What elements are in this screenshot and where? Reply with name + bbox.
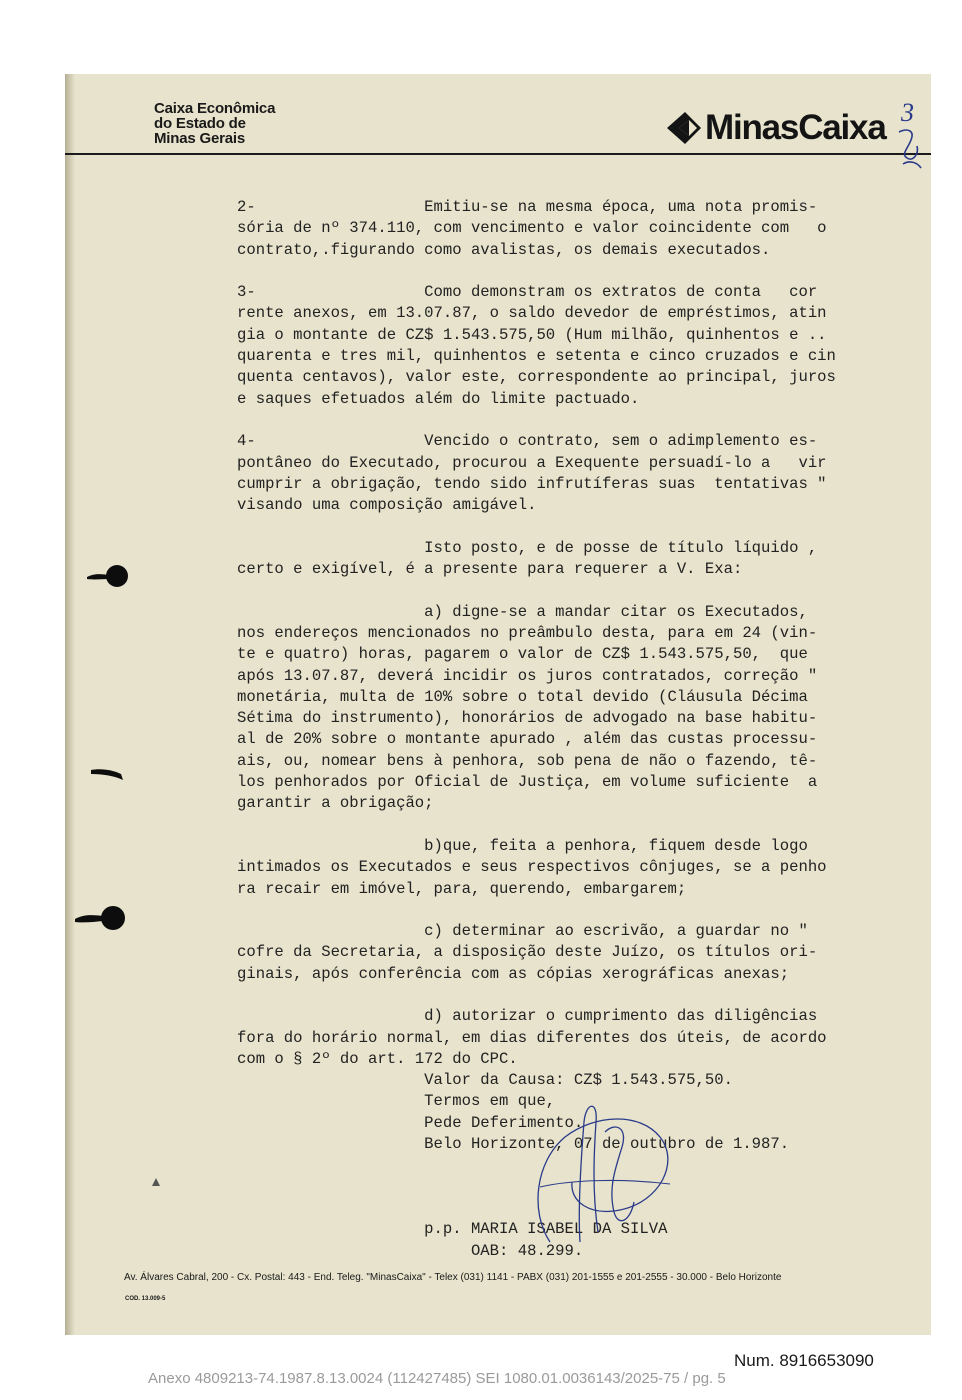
body-line: 2- Emitiu-se na mesma época, uma nota promis-	[237, 198, 818, 216]
punch-hole-mark-icon	[89, 764, 129, 784]
annex-stamp: Anexo 4809213-74.1987.8.13.0024 (112427485) SEI 1080.01.0036143/2025-75 / pg. 5	[148, 1370, 726, 1387]
blank-line	[237, 985, 917, 1006]
blank-line	[237, 900, 917, 921]
body-line: cumprir a obrigação, tendo sido infrutíferas suas tentativas "	[237, 474, 827, 493]
body-line: visando uma composição amigável.	[237, 496, 537, 515]
body-line: pontâneo do Executado, procurou a Exequente persuadí-lo a vir	[237, 453, 827, 472]
handwritten-page-number: 3	[901, 98, 914, 127]
blank-line	[237, 410, 917, 431]
body-line: p.p. MARIA ISABEL DA SILVA	[237, 1220, 668, 1239]
footer-code: COD. 13.009-5	[125, 1296, 166, 1302]
org-line-3: Minas Gerais	[154, 130, 245, 147]
body-line: intimados os Executados e seus respectivos cônjuges, se a penho	[237, 858, 827, 877]
body-line: quenta centavos), valor este, correspondente ao principal, juros	[237, 368, 836, 387]
signature-icon	[510, 1092, 680, 1252]
body-line: ginais, após conferência com as cópias xerográficas anexas;	[237, 964, 790, 983]
body-line: a) digne-se a mandar citar os Executados,	[237, 602, 808, 621]
body-line: cofre da Secretaria, a disposição deste Juízo, os títulos ori-	[237, 943, 818, 962]
body-line: Sétima do instrumento), honorários de advogado na base habitu-	[237, 709, 818, 728]
body-line: c) determinar ao escrivão, a guardar no "	[237, 922, 808, 941]
footer-address: Av. Álvares Cabral, 200 - Cx. Postal: 443 - End. Teleg. "MinasCaixa" - Telex (031) 1141 - PABX (031) 201-1555 e 201-2555 - 30.000 - Belo Horizonte	[124, 1272, 782, 1283]
body-line: contrato,.figurando como avalistas, os demais executados.	[237, 240, 771, 259]
body-line: nos endereços mencionados no preâmbulo desta, para em 24 (vin-	[237, 623, 818, 642]
blank-line	[237, 580, 917, 601]
body-line: quarenta e tres mil, quinhentos e setenta e cinco cruzados e cin	[237, 347, 836, 366]
body-line: Isto posto, e de posse de título líquido ,	[237, 538, 818, 557]
body-line: Pede Deferimento.	[237, 1113, 584, 1132]
blank-line	[237, 815, 917, 836]
body-line: garantir a obrigação;	[237, 794, 434, 813]
body-line: certo e exigível, é a presente para requerer a V. Exa:	[237, 560, 743, 579]
body-line: Termos em que,	[237, 1092, 556, 1111]
body-line: e saques efetuados além do limite pactuado.	[237, 389, 640, 408]
body-line: após 13.07.87, deverá incidir os juros contratados, correção "	[237, 666, 818, 685]
body-line: b)que, feita a penhora, fiquem desde logo	[237, 836, 808, 855]
body-line: sória de nº 374.110, com vencimento e valor coincidente com o	[237, 219, 827, 238]
body-line: fora do horário normal, em dias diferentes dos úteis, de acordo	[237, 1028, 827, 1047]
document-sheet	[65, 74, 931, 1335]
body-line: 3- Como demonstram os extratos de conta cor	[237, 283, 818, 302]
brand-name: MinasCaixa	[705, 108, 886, 147]
punch-hole-mark-icon	[73, 904, 129, 932]
body-line: OAB: 48.299.	[237, 1241, 584, 1260]
body-line: ra recair em imóvel, para, querendo, embargarem;	[237, 879, 687, 898]
body-line: 4- Vencido o contrato, sem o adimplemento es-	[237, 432, 818, 451]
triangle-speck-icon	[151, 1177, 161, 1187]
body-line: monetária, multa de 10% sobre o total devido (Cláusula Décima	[237, 687, 808, 706]
document-number: Num. 8916653090	[734, 1351, 874, 1370]
body-line: rente anexos, em 13.07.87, o saldo devedor de empréstimos, atin	[237, 304, 827, 323]
body-line: com o § 2º do art. 172 do CPC.	[237, 1049, 518, 1068]
org-line-1: Caixa Econômica	[154, 100, 276, 117]
org-line-2: do Estado de	[154, 115, 246, 132]
punch-hole-mark-icon	[85, 562, 131, 590]
body-line: d) autorizar o cumprimento das diligências	[237, 1007, 818, 1026]
body-line: ais, ou, nomear bens à penhora, sob pena de não o fazendo, tê-	[237, 751, 818, 770]
body-line: gia o montante de CZ$ 1.543.575,50 (Hum milhão, quinhentos e ..	[237, 325, 827, 344]
body-line: Belo Horizonte, 07 de outubro de 1.987.	[237, 1135, 790, 1154]
body-line: al de 20% sobre o montante apurado , além das custas processu-	[237, 730, 818, 749]
body-line: los penhorados por Oficial de Justiça, em volume suficiente a	[237, 773, 818, 792]
body-line: te e quatro) horas, pagarem o valor de CZ$ 1.543.575,50, que	[237, 645, 808, 664]
blank-line	[237, 516, 917, 537]
body-line: Valor da Causa: CZ$ 1.543.575,50.	[237, 1071, 733, 1090]
blank-line	[237, 261, 917, 282]
